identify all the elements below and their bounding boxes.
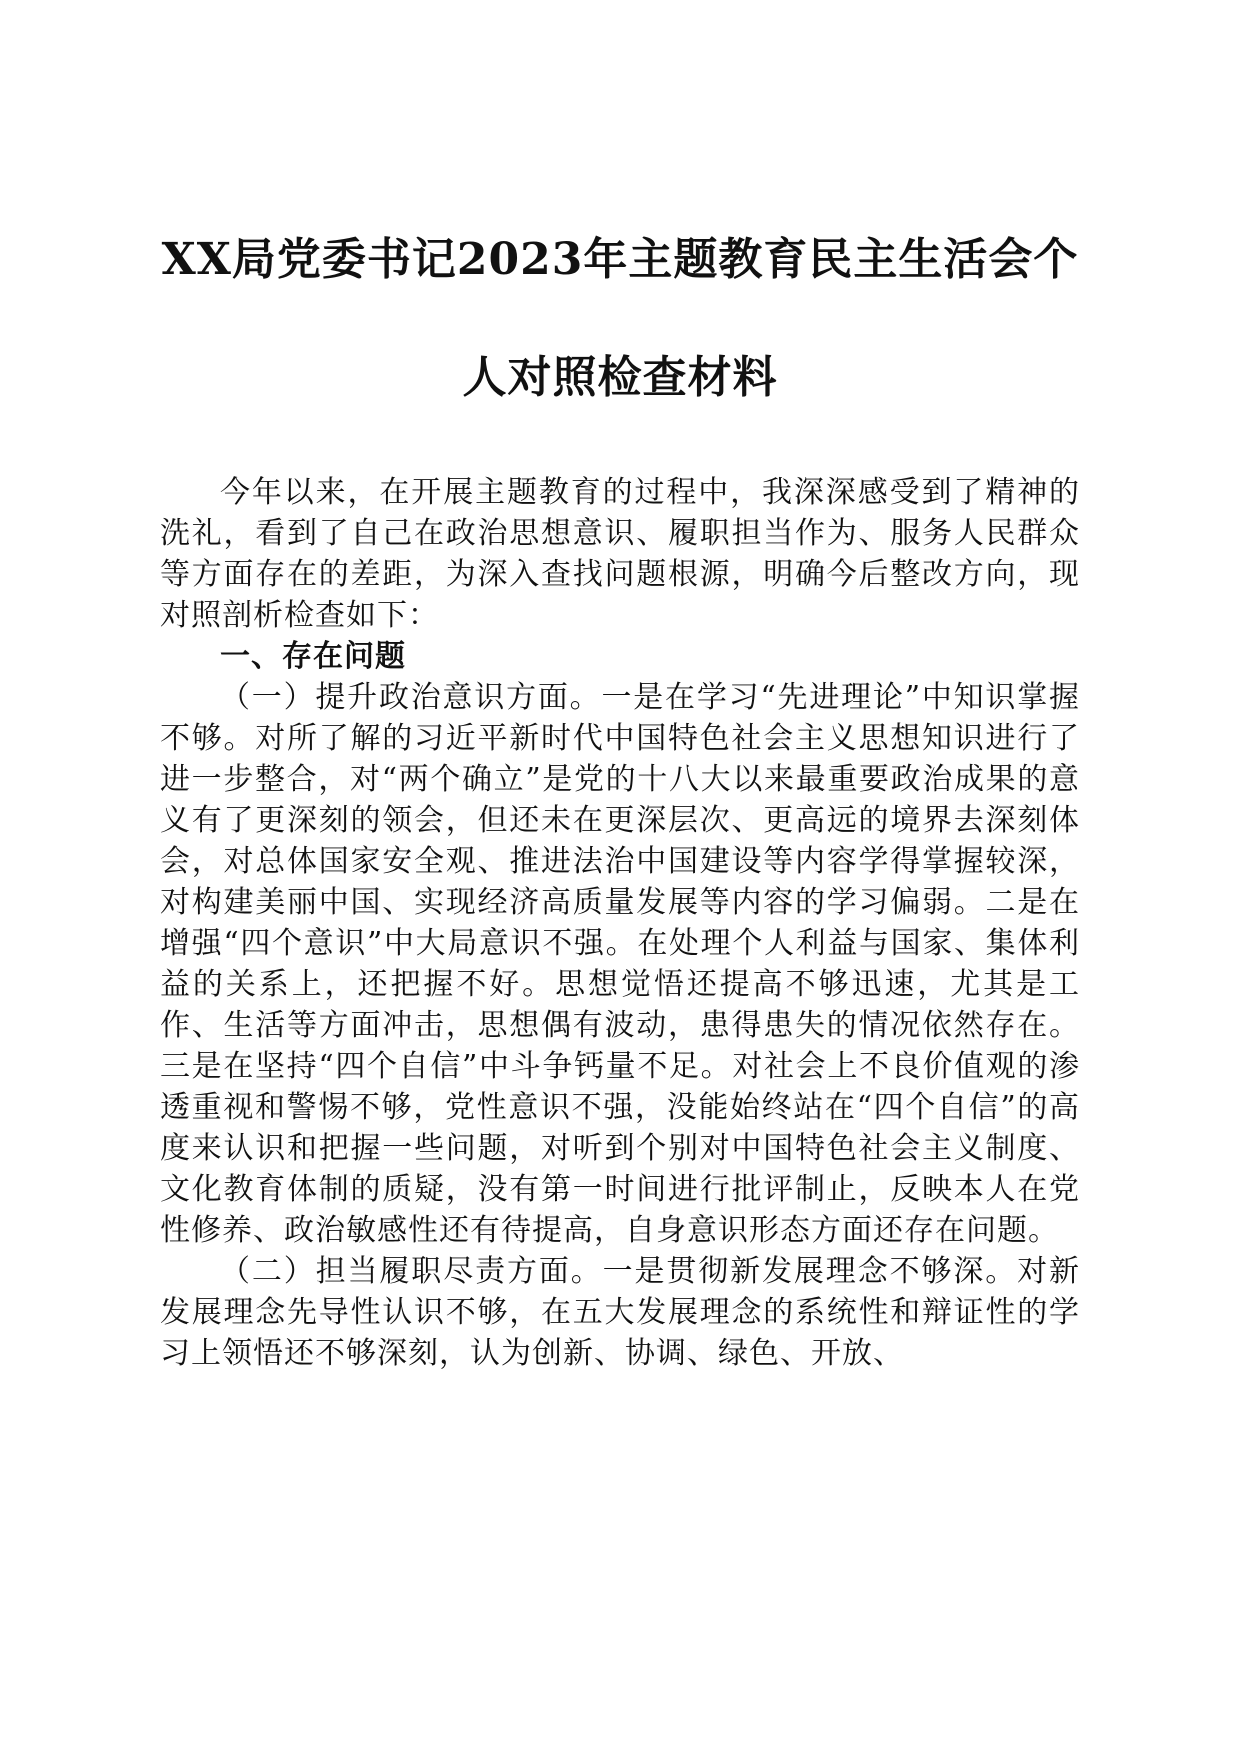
intro-paragraph: 今年以来，在开展主题教育的过程中，我深深感受到了精神的洗礼，看到了自己在政治思想意识、履职担当作为、服务人民群众等方面存在的差距，为深入查找问题根源，明确今后整改方向，现对照剖析检查如下： — [160, 475, 1080, 633]
paragraph-duty-responsibility: （二）担当履职尽责方面。一是贯彻新发展理念不够深。对新发展理念先导性认识不够，在五大发展理念的系统性和辩证性的学习上领悟还不够深刻，认为创新、协调、绿色、开放、 — [160, 1254, 1080, 1371]
document-title-line-1: XX局党委书记2023年主题教育民主生活会个 — [161, 234, 1079, 285]
paragraph-political-awareness: （一）提升政治意识方面。一是在学习“先进理论”中知识掌握不够。对所了解的习近平新时代中国特色社会主义思想知识进行了进一步整合，对“两个确立”是党的十八大以来最重要政治成果的意义有了更深刻的领会，但还未在更深层次、更高远的境界去深刻体会，对总体国家安全观、推进法治中国建设等内容学得掌握较深，对构建美丽中国、实现经济高质量发展等内容的学习偏弱。二是在增强“四个意识”中大局意识不强。在处理个人利益与国家、集体利益的关系上，还把握不好。思想觉悟还提高不够迅速，尤其是工作、生活等方面冲击，思想偶有波动，患得患失的情况依然存在。三是在坚持“四个自信”中斗争钙量不足。对社会上不良价值观的渗透重视和警惕不够，党性意识不强，没能始终站在“四个自信”的高度来认识和把握一些问题，对听到个别对中国特色社会主义制度、文化教育体制的质疑，没有第一时间进行批评制止，反映本人在党性修养、政治敏感性还有待提高，自身意识形态方面还存在问题。 — [160, 680, 1080, 1248]
section-heading-problems: 一、存在问题 — [220, 639, 406, 674]
document-body — [160, 472, 1080, 1374]
document-title-line-2: 人对照检查材料 — [462, 352, 778, 403]
